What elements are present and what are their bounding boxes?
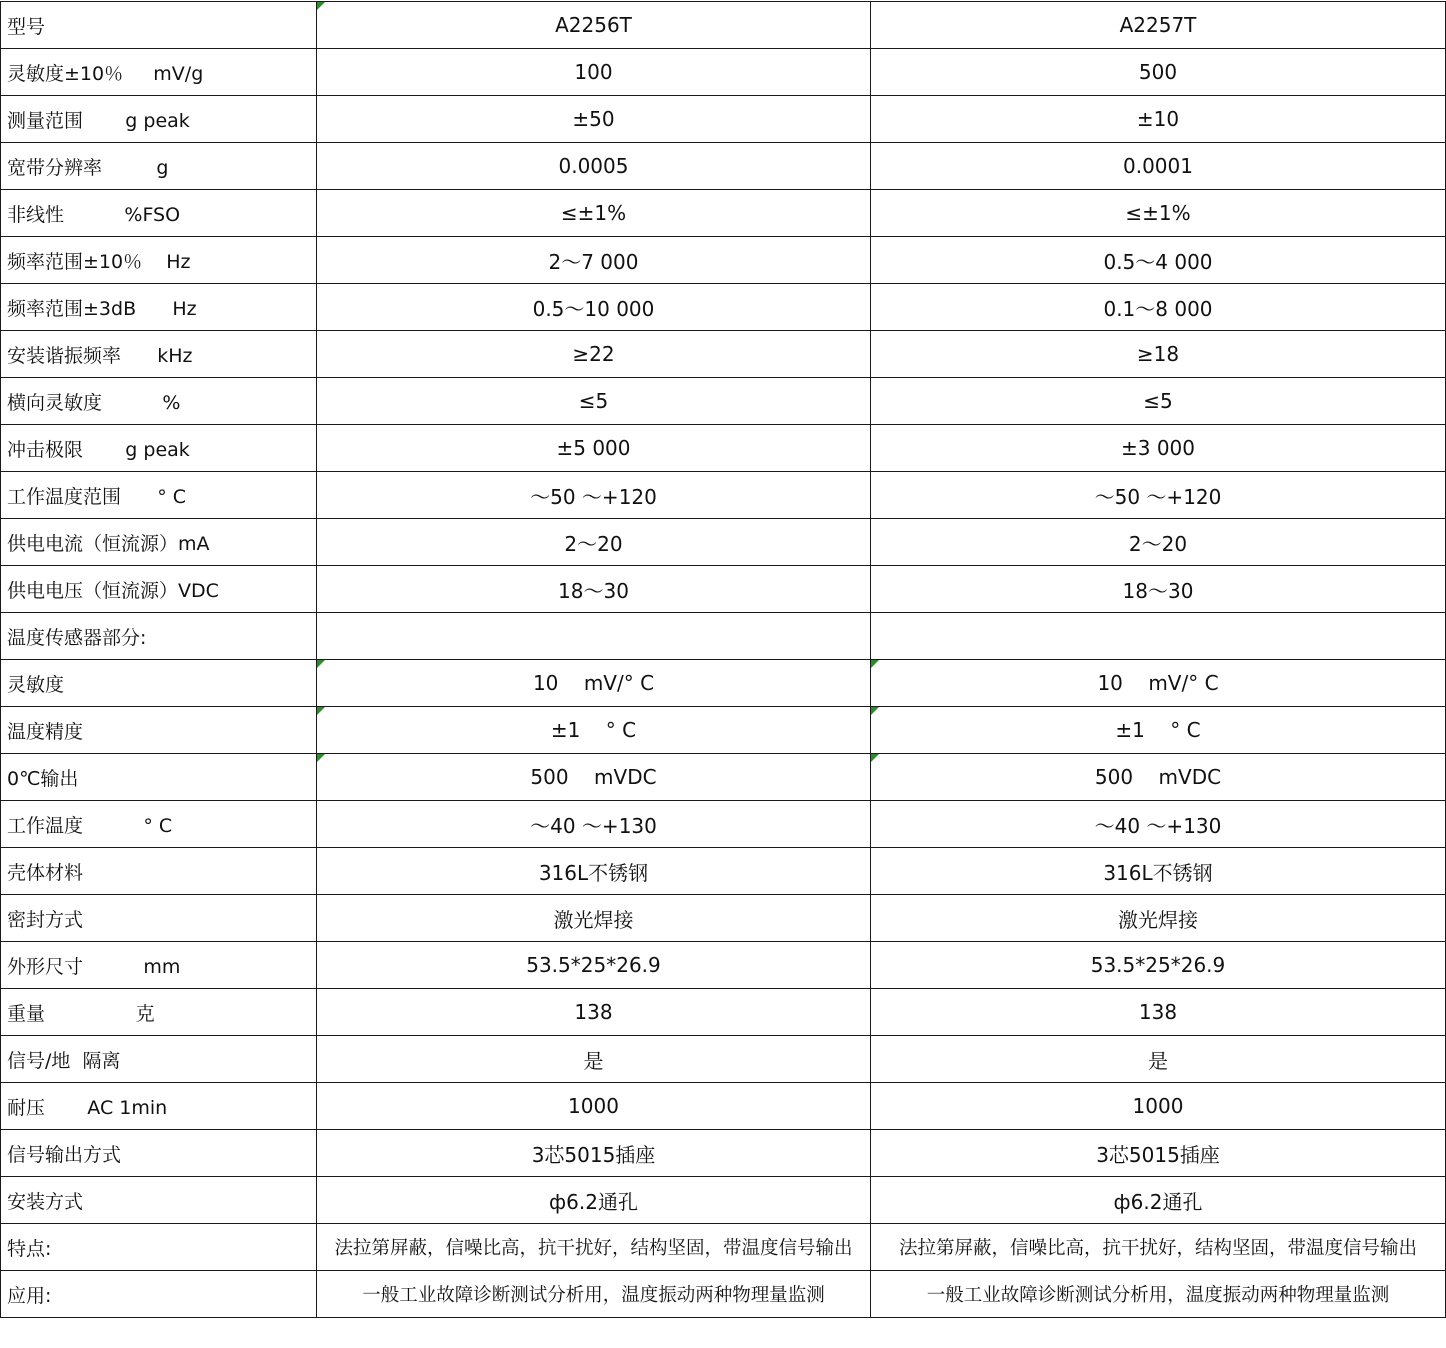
spec-table [0, 1, 1446, 1318]
row-value-a2257t [871, 1036, 1446, 1083]
row-label: 供电电压（恒流源）VDC [1, 566, 317, 613]
row-value-a2256t [317, 660, 871, 707]
row-value-a2256t [317, 284, 871, 331]
cell-text: 0.0001 [1123, 154, 1193, 178]
cell-text: ～40 ～+130 [1094, 813, 1222, 838]
row-value-a2256t [317, 425, 871, 472]
row-value-a2256t [317, 1271, 871, 1318]
row-label: 壳体材料 [1, 848, 317, 895]
table-row [1, 284, 1446, 331]
table-row [1, 96, 1446, 143]
row-value-a2257t [871, 660, 1446, 707]
row-value-a2256t [317, 190, 871, 237]
spec-table-body [1, 2, 1446, 1318]
table-row [1, 613, 1446, 660]
row-value-a2257t [871, 96, 1446, 143]
cell-text: 1000 [1132, 1094, 1184, 1118]
row-label: 宽带分辨率 g [1, 143, 317, 190]
row-value-a2257t [871, 942, 1446, 989]
row-label: 工作温度范围 ° C [1, 472, 317, 519]
table-row [1, 519, 1446, 566]
cell-text: ≤±1% [560, 201, 627, 225]
row-value-a2257t [871, 1224, 1446, 1271]
cell-text: ～50 ～+120 [1094, 484, 1222, 509]
cell-text: ф6.2通孔 [549, 1189, 638, 1214]
table-row [1, 660, 1446, 707]
row-value-a2257t [871, 472, 1446, 519]
cell-text: ≥22 [572, 342, 615, 366]
row-value-a2256t [317, 472, 871, 519]
cell-text: 2～20 [1128, 531, 1188, 556]
cell-text: 是 [1148, 1048, 1168, 1073]
cell-text: 是 [583, 1048, 604, 1073]
row-value-a2256t [317, 1130, 871, 1177]
row-label: 安装谐振频率 kHz [1, 331, 317, 378]
comment-marker [317, 707, 325, 715]
cell-text: 2～20 [564, 531, 623, 556]
row-value-a2257t [871, 519, 1446, 566]
cell-text: ±1 ° C [550, 718, 637, 742]
row-value-a2256t [317, 143, 871, 190]
table-row [1, 1177, 1446, 1224]
table-row [1, 331, 1446, 378]
table-row [1, 566, 1446, 613]
row-value-a2256t [317, 707, 871, 754]
row-label: 应用: [1, 1271, 317, 1318]
row-value-a2257t [871, 1130, 1446, 1177]
row-label: 信号输出方式 [1, 1130, 317, 1177]
row-value-a2256t [317, 848, 871, 895]
row-value-a2256t [317, 519, 871, 566]
cell-text: 3芯5015插座 [1096, 1142, 1220, 1167]
row-label: 频率范围±10％ Hz [1, 237, 317, 284]
row-label: 温度传感器部分: [1, 613, 317, 660]
cell-text: ±50 [572, 107, 615, 131]
cell-text: 18～30 [1122, 578, 1194, 603]
header-model-a2256t [317, 2, 871, 49]
row-label: 频率范围±3dB Hz [1, 284, 317, 331]
table-row [1, 378, 1446, 425]
row-value-a2257t [871, 1271, 1446, 1318]
cell-text: 0.5～4 000 [1103, 249, 1213, 274]
row-value-a2256t [317, 49, 871, 96]
row-value-a2256t [317, 1224, 871, 1271]
table-row [1, 1130, 1446, 1177]
row-value-a2257t [871, 378, 1446, 425]
row-value-a2257t [871, 143, 1446, 190]
header-model-a2257t: A2257T [871, 2, 1446, 49]
cell-text: 1000 [568, 1094, 619, 1118]
row-label: 特点: [1, 1224, 317, 1271]
cell-text: 500 [1138, 60, 1178, 84]
cell-text: 10 mV/° C [532, 671, 655, 695]
row-value-a2257t [871, 331, 1446, 378]
table-row [1, 49, 1446, 96]
row-value-a2256t [317, 613, 871, 660]
row-label: 工作温度 ° C [1, 801, 317, 848]
cell-text: ≤±1% [1125, 201, 1191, 225]
row-label: 外形尺寸 mm [1, 942, 317, 989]
cell-text: 激光焊接 [1118, 907, 1198, 932]
row-label: 重量 克 [1, 989, 317, 1036]
row-label: 密封方式 [1, 895, 317, 942]
row-value-a2256t [317, 96, 871, 143]
cell-text: 500 mVDC [530, 765, 657, 789]
cell-text: 2～7 000 [548, 249, 639, 274]
row-value-a2256t [317, 1036, 871, 1083]
cell-text: 138 [1138, 1000, 1178, 1024]
cell-text: 316L不锈钢 [538, 860, 649, 885]
cell-text: 一般工业故障诊断测试分析用，温度振动两种物理量监测 [926, 1285, 1390, 1306]
cell-text: 0.5～10 000 [532, 296, 655, 321]
cell-text: 0.0005 [558, 154, 629, 178]
cell-text: ±3 000 [1120, 436, 1195, 460]
row-value-a2257t [871, 1177, 1446, 1224]
row-value-a2257t [871, 190, 1446, 237]
row-value-a2256t [317, 895, 871, 942]
table-row [1, 237, 1446, 284]
cell-text: ≤5 [1143, 389, 1173, 413]
cell-text: 法拉第屏蔽，信噪比高，抗干扰好，结构坚固，带温度信号输出 [898, 1238, 1417, 1259]
cell-text: 100 [574, 60, 613, 84]
row-value-a2257t [871, 425, 1446, 472]
row-label: 信号/地 隔离 [1, 1036, 317, 1083]
row-label: 灵敏度±10％ mV/g [1, 49, 317, 96]
cell-text: ф6.2通孔 [1113, 1189, 1203, 1214]
row-value-a2257t [871, 989, 1446, 1036]
table-row [1, 1224, 1446, 1271]
cell-text: 316L不锈钢 [1103, 860, 1213, 885]
row-label: 0℃输出 [1, 754, 317, 801]
cell-text: ±10 [1136, 107, 1180, 131]
row-value-a2257t [871, 284, 1446, 331]
cell-text: 一般工业故障诊断测试分析用，温度振动两种物理量监测 [362, 1285, 825, 1306]
cell-text: 10 mV/° C [1097, 671, 1219, 695]
table-row [1, 989, 1446, 1036]
header-row [1, 2, 1446, 49]
row-value-a2257t [871, 613, 1446, 660]
row-value-a2257t [871, 707, 1446, 754]
table-row [1, 143, 1446, 190]
comment-marker [317, 754, 325, 762]
table-row [1, 1083, 1446, 1130]
row-value-a2257t [871, 49, 1446, 96]
table-row [1, 1036, 1446, 1083]
row-label: 供电电流（恒流源）mA [1, 519, 317, 566]
row-value-a2256t [317, 942, 871, 989]
row-label: 耐压 AC 1min [1, 1083, 317, 1130]
cell-text: 138 [574, 1000, 613, 1024]
row-label: 灵敏度 [1, 660, 317, 707]
cell-text: ≥18 [1136, 342, 1180, 366]
row-value-a2257t [871, 1083, 1446, 1130]
cell-text: 0.1～8 000 [1103, 296, 1213, 321]
row-value-a2256t [317, 801, 871, 848]
table-row [1, 801, 1446, 848]
comment-marker [317, 2, 325, 10]
row-value-a2256t [317, 237, 871, 284]
table-row [1, 190, 1446, 237]
table-row [1, 707, 1446, 754]
cell-text: ～40 ～+130 [530, 813, 657, 838]
table-row [1, 942, 1446, 989]
row-value-a2257t [871, 848, 1446, 895]
table-row [1, 425, 1446, 472]
table-row [1, 754, 1446, 801]
cell-text: 18～30 [558, 578, 629, 603]
table-row [1, 472, 1446, 519]
cell-text: 500 mVDC [1094, 765, 1222, 789]
row-value-a2256t [317, 566, 871, 613]
cell-text: 激光焊接 [553, 907, 634, 932]
row-value-a2257t [871, 566, 1446, 613]
row-label: 安装方式 [1, 1177, 317, 1224]
table-row [1, 895, 1446, 942]
cell-text: ≤5 [578, 389, 609, 413]
cell-text: 53.5*25*26.9 [526, 953, 661, 977]
row-value-a2257t [871, 754, 1446, 801]
row-value-a2257t [871, 801, 1446, 848]
comment-marker [871, 754, 879, 762]
comment-marker [871, 707, 879, 715]
row-label: 非线性 %FSO [1, 190, 317, 237]
cell-text: ±5 000 [556, 436, 631, 460]
row-value-a2256t [317, 1083, 871, 1130]
row-value-a2256t [317, 331, 871, 378]
header-text: A2256T [555, 13, 632, 37]
table-row [1, 1271, 1446, 1318]
comment-marker [871, 660, 879, 668]
table-row [1, 848, 1446, 895]
cell-text: 53.5*25*26.9 [1090, 953, 1226, 977]
row-label: 冲击极限 g peak [1, 425, 317, 472]
row-label: 温度精度 [1, 707, 317, 754]
row-value-a2256t [317, 754, 871, 801]
cell-text: ～50 ～+120 [530, 484, 657, 509]
row-label: 测量范围 g peak [1, 96, 317, 143]
row-value-a2257t [871, 237, 1446, 284]
comment-marker [317, 660, 325, 668]
cell-text: 法拉第屏蔽，信噪比高，抗干扰好，结构坚固，带温度信号输出 [334, 1238, 853, 1259]
row-label: 横向灵敏度 % [1, 378, 317, 425]
cell-text: ±1 ° C [1115, 718, 1201, 742]
row-value-a2256t [317, 378, 871, 425]
row-value-a2257t [871, 895, 1446, 942]
row-value-a2256t [317, 989, 871, 1036]
cell-text: 3芯5015插座 [531, 1142, 656, 1167]
row-value-a2256t [317, 1177, 871, 1224]
header-label: 型号 [1, 2, 317, 49]
